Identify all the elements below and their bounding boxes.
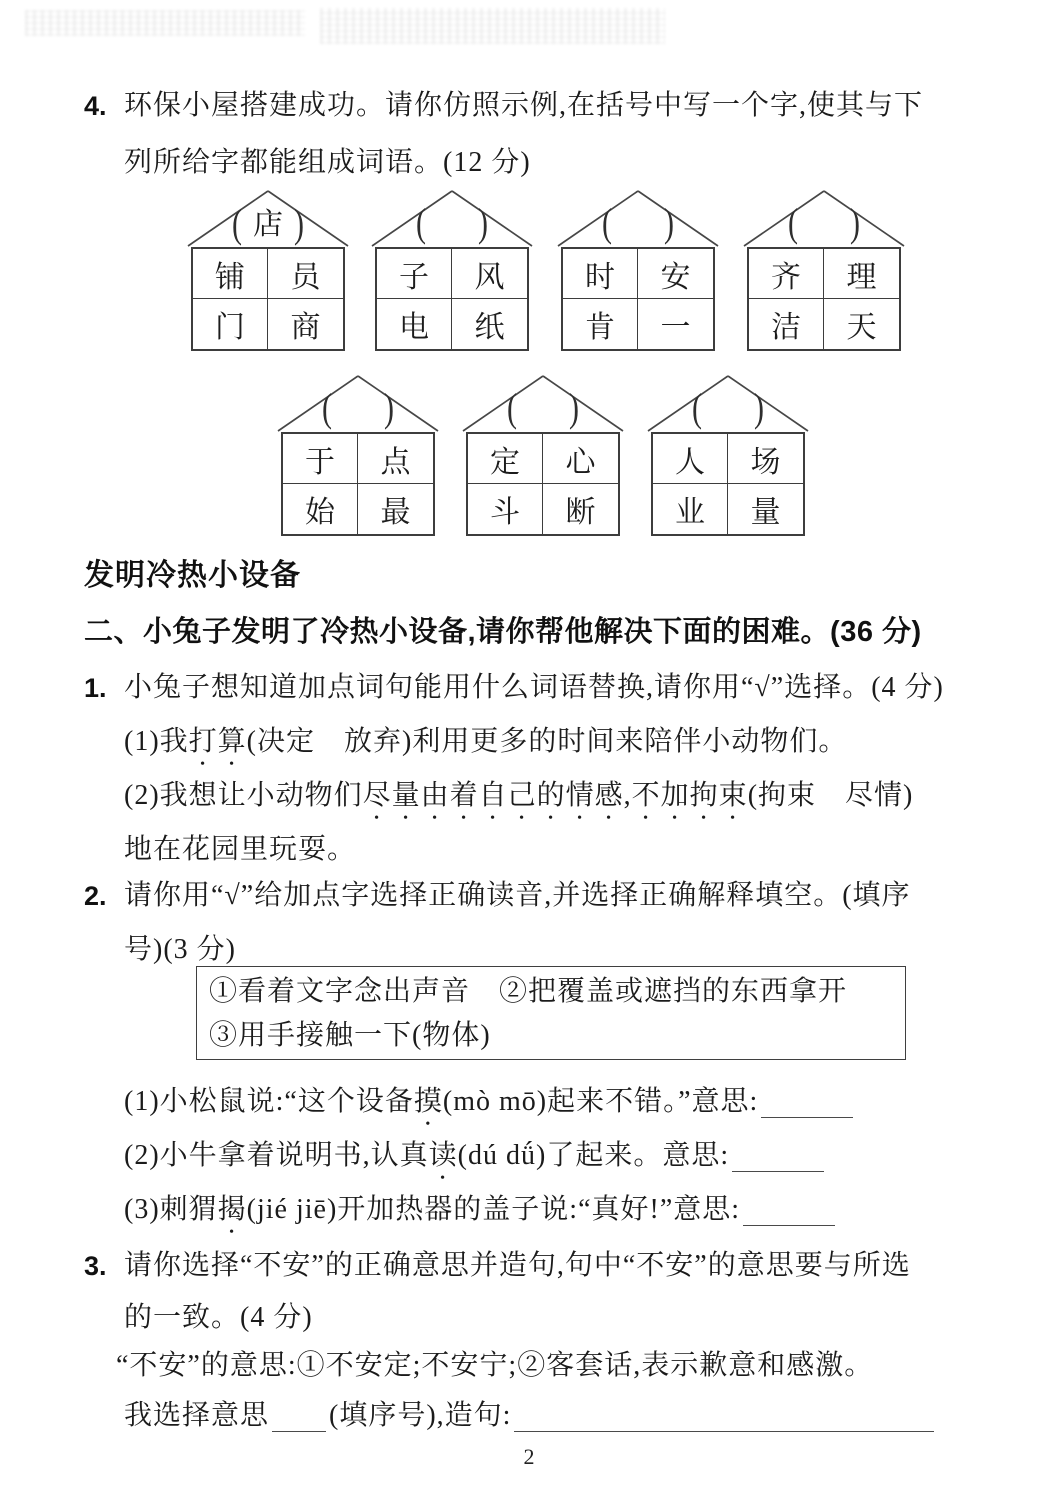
house-cell: 安 [638, 249, 713, 299]
close-paren: ) [664, 201, 674, 246]
house-cell: 电 [377, 299, 452, 349]
question-3-answer-line [124, 1396, 934, 1436]
q1-item-1-pre: (1)我 [124, 726, 189, 757]
question-3-text-line-2: 的一致。(4 分) [124, 1302, 313, 1333]
question-4-number: 4. [84, 91, 107, 121]
open-paren: ( [692, 386, 702, 431]
section-2-title: 二、小兔子发明了冷热小设备,请你帮他解决下面的困难。(36 分) [84, 616, 922, 648]
question-1-number: 1. [84, 673, 107, 703]
close-paren: ) [294, 202, 304, 247]
print-bleed-artifact-right [320, 8, 665, 44]
question-4-text-line-2: 列所给字都能组成词语。(12 分) [124, 147, 531, 178]
q2-item-1-emphasized: 摸 [413, 1086, 443, 1117]
word-house-6 [466, 375, 620, 536]
answer-char: 店 [253, 208, 283, 241]
question-3-number: 3. [84, 1251, 107, 1281]
house-cell: 心 [543, 434, 618, 484]
house-cell: 一 [660, 311, 691, 344]
house-cell: 点 [358, 434, 433, 484]
question-1-text: 小兔子想知道加点词句能用什么词语替换,请你用“√”选择。(4 分) [124, 672, 944, 703]
house-cell: 时 [563, 249, 638, 299]
word-house-1 [191, 190, 345, 351]
close-paren: ) [569, 386, 579, 431]
q2-item-3-pre: (3)刺猬 [124, 1194, 218, 1225]
q1-item-1-emphasized: 打算 [188, 726, 247, 757]
definitions-line-1: ①看着文字念出声音 ②把覆盖或遮挡的东西拿开 [209, 976, 848, 1007]
question-4-text-line-1: 环保小屋搭建成功。请你仿照示例,在括号中写一个字,使其与下 [124, 90, 924, 121]
house-cell: 人 [653, 434, 728, 484]
house-roof-answer [281, 386, 435, 431]
q2-item-2-answer-blank [732, 1165, 824, 1172]
open-paren: ( [507, 386, 517, 431]
q3-answer-mid: (填序号),造句: [329, 1400, 512, 1431]
q3-sentence-blank [514, 1425, 934, 1432]
house-roof-answer [651, 386, 805, 431]
house-grid [561, 247, 715, 351]
house-grid [651, 432, 805, 536]
word-house-2 [375, 190, 529, 351]
house-roof-answer [561, 201, 715, 246]
open-paren: ( [602, 201, 612, 246]
q1-item-2-emphasized-1: 尽量由着自己的情感 [362, 780, 624, 811]
section-heading: 发明冷热小设备 [84, 559, 301, 592]
q1-item-1-post: (决定 放弃)利用更多的时间来陪伴小动物们。 [246, 726, 848, 757]
word-house-7 [651, 375, 805, 536]
open-paren: ( [416, 201, 426, 246]
question-3-text-line-1: 请你选择“不安”的正确意思并造句,句中“不安”的意思要与所选 [124, 1250, 911, 1281]
house-cell: 断 [565, 496, 596, 529]
house-cell: 理 [824, 249, 899, 299]
house-grid [375, 247, 529, 351]
close-paren: ) [754, 386, 764, 431]
house-roof-answer [375, 201, 529, 246]
house-cell: 商 [290, 311, 321, 344]
open-paren: ( [322, 386, 332, 431]
house-cell: 肯 [563, 299, 638, 349]
close-paren: ) [478, 201, 488, 246]
house-cell: 斗 [468, 484, 543, 534]
q1-item-2-line-2: 地在花园里玩耍。 [124, 834, 357, 865]
q1-item-2-line-1 [124, 776, 913, 826]
page-number: 2 [523, 1444, 535, 1469]
house-cell: 量 [750, 496, 781, 529]
house-cell: 洁 [749, 299, 824, 349]
q2-item-3 [124, 1190, 835, 1240]
house-grid [466, 432, 620, 536]
q1-item-1 [124, 722, 847, 772]
house-cell: 员 [268, 249, 343, 299]
q1-item-2-comma: , [623, 780, 632, 811]
q2-item-3-emphasized: 揭 [217, 1194, 247, 1225]
house-cell: 定 [468, 434, 543, 484]
house-cell: 场 [728, 434, 803, 484]
question-2-text-line-2: 号)(3 分) [124, 934, 236, 965]
q1-item-2-pre: (2)我想让小动物们 [124, 780, 363, 811]
q2-item-3-post: (jié jiē)开加热器的盖子说:“真好!”意思: [246, 1194, 741, 1225]
house-cell: 铺 [193, 249, 268, 299]
q1-item-2-emphasized-2: 不加拘束 [631, 780, 748, 811]
house-grid [747, 247, 901, 351]
q2-item-2-pre: (2)小牛拿着说明书,认真 [124, 1140, 429, 1171]
q2-item-1-post: (mò mō)起来不错。”意思: [442, 1086, 759, 1117]
house-cell: 始 [283, 484, 358, 534]
q2-item-2-post: (dú dǘ)了起来。意思: [457, 1140, 730, 1171]
open-paren: ( [788, 201, 798, 246]
q2-item-1 [124, 1082, 853, 1132]
house-grid [191, 247, 345, 351]
word-house-5 [281, 375, 435, 536]
house-cell: 齐 [749, 249, 824, 299]
house-cell: 子 [377, 249, 452, 299]
house-roof-answer [747, 201, 901, 246]
question-3-meanings: “不安”的意思:①不安定;不安宁;②客套话,表示歉意和感激。 [116, 1350, 874, 1381]
house-cell: 风 [452, 249, 527, 299]
house-cell: 业 [653, 484, 728, 534]
close-paren: ) [384, 386, 394, 431]
q2-item-2-emphasized: 读 [428, 1140, 458, 1171]
definitions-line-2: ③用手接触一下(物体) [209, 1020, 491, 1051]
question-2-text-line-1: 请你用“√”给加点字选择正确读音,并选择正确解释填空。(填序 [124, 880, 911, 911]
q1-item-2-choices: (拘束 尽情) [747, 780, 914, 811]
q2-item-3-answer-blank [743, 1219, 835, 1226]
close-paren: ) [850, 201, 860, 246]
question-2-number: 2. [84, 881, 107, 911]
q3-answer-pre: 我选择意思 [124, 1400, 270, 1431]
house-roof-answer [466, 386, 620, 431]
word-house-4 [747, 190, 901, 351]
house-grid [281, 432, 435, 536]
q2-item-1-answer-blank [761, 1111, 853, 1118]
house-cell: 天 [846, 311, 877, 344]
q3-choice-blank [272, 1425, 326, 1432]
house-roof-answer [191, 202, 345, 247]
house-cell: 纸 [474, 311, 505, 344]
house-cell: 门 [193, 299, 268, 349]
definitions-box [196, 966, 906, 1060]
print-bleed-artifact-left [25, 10, 305, 36]
word-house-3 [561, 190, 715, 351]
open-paren: ( [232, 202, 242, 247]
house-cell: 于 [283, 434, 358, 484]
q2-item-2 [124, 1136, 824, 1186]
house-cell: 最 [380, 496, 411, 529]
q2-item-1-pre: (1)小松鼠说:“这个设备 [124, 1086, 414, 1117]
